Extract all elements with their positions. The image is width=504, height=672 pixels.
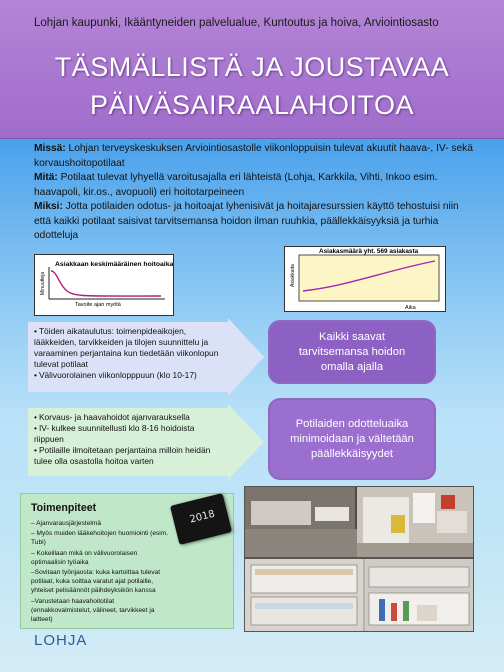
lohja-logo: LOHJA: [34, 632, 88, 649]
outcome-box-1-text: Kaikki saavat tarvitsemansa hoidon omalla ajalla: [298, 330, 406, 373]
miksi-text: Jotta potilaiden odotus- ja hoitoajat lyhenisivät ja hoitajaresurssien käyttö tehostuisi niin että kaikki potilaat saisivat tarvitsemansa hoidon ilman ruuhkia, päällekkäisyyksiä ja turhia odotteluja: [34, 201, 459, 241]
chart1-title-line1: Asiakkaan keskimääräinen hoitoaika: [55, 261, 173, 268]
treatment-time-chart: [34, 254, 174, 316]
missa-text: Lohjan terveyskeskuksen Arviointiosastolle viikonloppuisin tulevat akuutit haava-, IV- sekä korvaushoitopotilaat: [34, 143, 473, 169]
mita-text: Potilaat tulevat lyhyellä varoitusajalla eri lähteistä (Lohja, Karkkila, Vihti, Inkoo esim. haavapoli, kir.os., avopuoli) eri hoitotarpeineen: [34, 172, 438, 198]
actions-arrow-2: [28, 404, 264, 480]
customer-count-chart-svg: [285, 247, 445, 311]
missa-label: Missä:: [34, 143, 66, 154]
chart2-x-label: Aika: [405, 305, 416, 311]
arrow-2-item: • Potilaille ilmoitetaan perjantaina milloin heidän tulee olla osastolla hoitoa varten: [34, 445, 224, 467]
chart1-trend-line: [51, 271, 161, 296]
arrow-2-item: • IV- kulkee suunnitellusti klo 8-16 hoidoista riippuen: [34, 423, 224, 445]
header-banner: [0, 0, 504, 139]
organization-text: Lohjan kaupunki, Ikääntyneiden palvelualue, Kuntoutus ja hoiva, Arviointiosasto: [34, 17, 439, 29]
intro-text: [34, 142, 474, 244]
measures-heading: Toimenpiteet: [31, 502, 97, 514]
chart1-y-label: Minuutteja: [40, 271, 46, 295]
miksi-label: Miksi:: [34, 201, 63, 212]
chart2-title: Asiakasmäärä yht. 569 asiakasta: [319, 248, 419, 255]
outcome-box-1: [268, 320, 436, 384]
outcome-box-2: [268, 398, 436, 480]
calendar-year: 2018: [188, 508, 216, 526]
treatment-room-photo-1: [244, 486, 474, 558]
mita-label: Mitä:: [34, 172, 58, 183]
arrow-2-list: [34, 412, 224, 467]
treatment-time-chart-svg: [35, 255, 173, 315]
measures-item: – Myös muiden lääkehoitojen huomiointi (esim. Tubi): [31, 530, 169, 547]
measures-box: [20, 493, 234, 629]
measures-item: –Sovitaan työnjaosta: kuka kartoittaa tulevat potilaat, kuka soittaa varatut ajat potilaille, yhteiset pelisäännöt päihdeyksikön kanssa: [31, 569, 161, 595]
measures-list: [31, 519, 171, 625]
poster-title-line1: TÄSMÄLLISTÄ JA JOUSTAVAA: [54, 52, 450, 82]
arrow-2-item: • Korvaus- ja haavahoidot ajanvarauksella: [34, 412, 224, 423]
arrow-1-list: [34, 326, 222, 381]
measures-item: – Ajanvarausjärjestelmä: [31, 520, 102, 527]
chart1-x-label: Tavoite ajan myötä: [75, 302, 121, 308]
arrow-1-item: • Töiden aikataulutus: toimenpideaikojen, lääkkeiden, tarvikkeiden ja tilojen suunnittelu ja varaaminen perjantaina kun tiedetään viikonlopun tulevat potilaat: [34, 326, 222, 370]
arrow-1-item: • Välivuorolainen viikonlopppuun (klo 10-17): [34, 370, 222, 381]
treatment-room-photo-2: [244, 558, 474, 632]
actions-arrow-1: [28, 318, 264, 396]
outcome-box-2-text: Potilaiden odotteluaika minimoidaan ja vältetään päällekkäisyydet: [290, 417, 414, 460]
measures-item: – Kokeillaan mikä on välivuorolaisen optimaalisin työaika: [31, 549, 138, 566]
calendar-image: [170, 493, 232, 545]
poster-title-line2: PÄIVÄSAIRAALAHOITOA: [89, 90, 415, 120]
measures-item: –Varustetaan haavahoitotilat (ennakkovalmistelut, välineet, tarvikkeet ja laitteet): [31, 597, 155, 624]
customer-count-chart: [284, 246, 446, 312]
chart2-y-label: Asiakkaita: [290, 264, 296, 287]
